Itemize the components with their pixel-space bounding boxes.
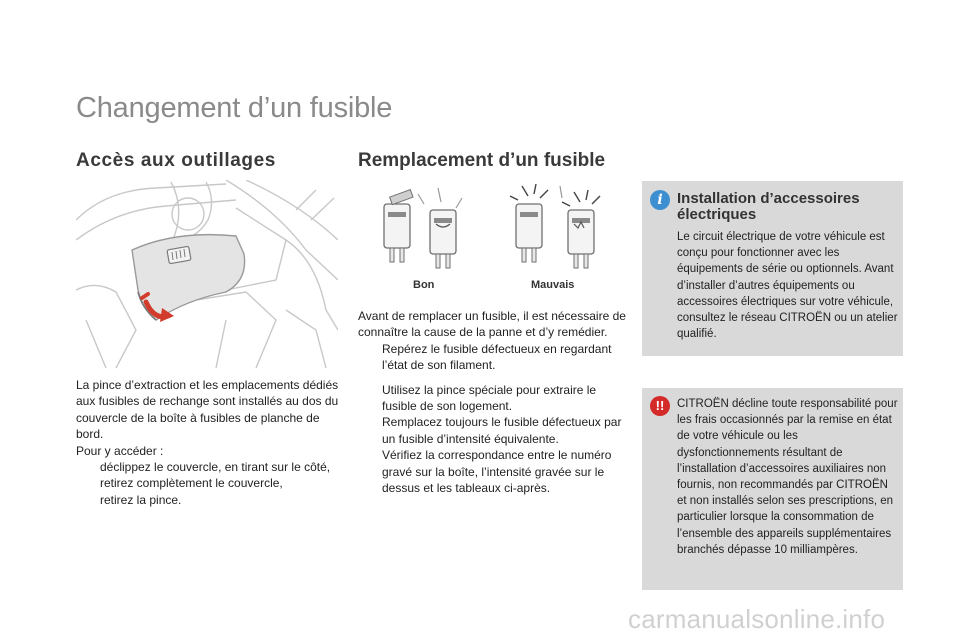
warning-panel xyxy=(642,388,903,590)
list-item: Remplacez toujours le fusible défectueux par un fusible d’intensité équivalente. xyxy=(382,415,622,446)
fuse-illustration xyxy=(358,184,628,276)
tool-access-intro: La pince d’extraction et les emplacements dédiés aux fusibles de rechange sont installés au dos du couvercle de la boîte à fusibles de planche de bord. xyxy=(76,378,339,442)
info-panel-text: Le circuit électrique de votre véhicule est conçu pour fonctionner avec les équipements de série ou optionnels. Avant d’installer d’autres équipements ou accessoires électriques sur votre véhicule, consultez le réseau CITROËN ou un atelier qualifié. xyxy=(677,231,898,341)
warning-panel-text: CITROËN décline toute responsabilité pour les frais occasionnés par la remise en état de votre véhicule ou les dysfonctionnements résultant de l’installation d’accessoires auxiliaires non fournis, non recommandés par CITROËN et non installés selon ses prescriptions, en particulier lorsque la consommation de l’ensemble des appareils supplémentaires branchés dépasse 10 milliampères. xyxy=(677,398,898,556)
section-heading-fuse-replacement: Remplacement d’un fusible xyxy=(358,150,606,171)
info-panel xyxy=(642,181,903,356)
list-item: Utilisez la pince spéciale pour extraire le fusible de son logement. xyxy=(382,382,597,414)
access-steps-list xyxy=(76,459,344,508)
access-instruction: Pour y accéder : xyxy=(76,443,164,458)
info-icon: i xyxy=(650,190,670,210)
fuse-steps-list-b xyxy=(358,382,628,497)
fuse-replacement-intro: Avant de remplacer un fusible, il est nécessaire de connaître la cause de la panne et d’y remédier. xyxy=(358,309,626,340)
watermark: carmanualsonline.info xyxy=(628,604,886,634)
section-heading-tool-access: Accès aux outillages xyxy=(76,150,276,171)
fusebox-cover-illustration xyxy=(76,180,338,368)
list-item: Vérifiez la correspondance entre le numéro gravé sur la boîte, l’intensité gravée sur le dessus et les tableaux ci-après. xyxy=(382,448,612,496)
warning-icon: !! xyxy=(650,396,670,416)
list-item: Repérez le fusible défectueux en regardant l’état de son filament. xyxy=(382,341,612,373)
fuse-label-good: Bon xyxy=(413,279,435,291)
page-title: Changement d’un fusible xyxy=(76,92,393,124)
info-panel-title: Installation d’accessoires électriques xyxy=(677,190,860,223)
fuse-steps-list-a xyxy=(358,341,628,374)
list-item: retirez la pince. xyxy=(100,492,182,507)
list-item: déclippez le couvercle, en tirant sur le côté, xyxy=(100,460,331,475)
list-item: retirez complètement le couvercle, xyxy=(100,476,283,491)
fuse-comparison-figure xyxy=(358,184,628,294)
fuse-label-bad: Mauvais xyxy=(531,279,575,291)
